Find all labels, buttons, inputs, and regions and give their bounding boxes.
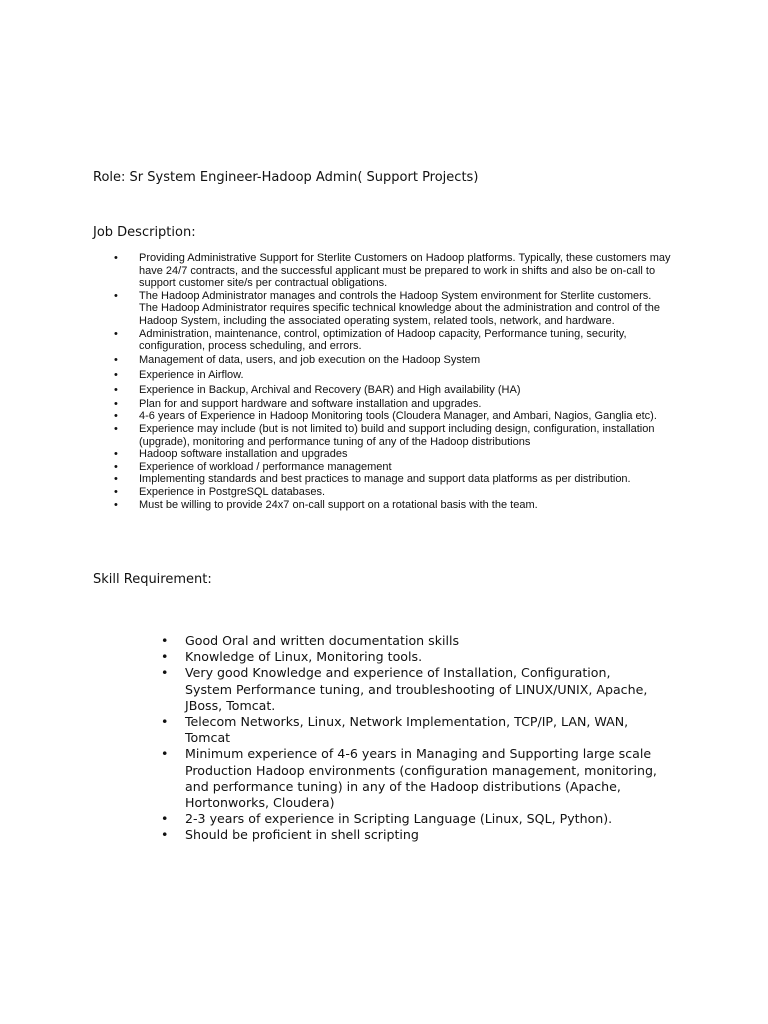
list-item: • Management of data, users, and job execution on the Hadoop System: [111, 353, 671, 368]
list-item: • Very good Knowledge and experience of Installation, Configuration, System Performance tuning, and troubleshooting of LINUX/UNIX, Apache, JBoss, Tomcat.: [157, 665, 657, 714]
job-description-list: [111, 252, 671, 511]
list-item: • Knowledge of Linux, Monitoring tools.: [157, 649, 657, 665]
list-item: • Implementing standards and best practices to manage and support data platforms as per distribution.: [111, 473, 671, 486]
list-item: • Experience in Backup, Archival and Recovery (BAR) and High availability (HA): [111, 383, 671, 398]
role-title: Role: Sr System Engineer-Hadoop Admin( Support Projects): [93, 170, 479, 185]
list-item: • 4-6 years of Experience in Hadoop Monitoring tools (Cloudera Manager, and Ambari, Nagios, Ganglia etc).: [111, 410, 671, 423]
list-item: • Should be proficient in shell scripting: [157, 827, 657, 843]
skill-requirement-heading: Skill Requirement:: [93, 572, 212, 587]
list-item: • 2-3 years of experience in Scripting Language (Linux, SQL, Python).: [157, 811, 657, 827]
list-item: • Minimum experience of 4-6 years in Managing and Supporting large scale Production Hadoop environments (configuration management, monitoring, and performance tuning) in any of the Hadoop distributions (Apache, Hortonworks, Cloudera): [157, 746, 657, 811]
list-item: • Experience may include (but is not limited to) build and support including design, configuration, installation (upgrade), monitoring and performance tuning of any of the Hadoop distributions: [111, 423, 671, 448]
list-item: • Telecom Networks, Linux, Network Implementation, TCP/IP, LAN, WAN, Tomcat: [157, 714, 657, 746]
list-item: • Experience of workload / performance management: [111, 461, 671, 474]
list-item: • Plan for and support hardware and software installation and upgrades.: [111, 398, 671, 411]
list-item: • Administration, maintenance, control, optimization of Hadoop capacity, Performance tuning, security, configuration, process scheduling, and errors.: [111, 328, 671, 353]
skill-requirement-list: [157, 633, 657, 844]
list-item: • Providing Administrative Support for Sterlite Customers on Hadoop platforms. Typically, these customers may have 24/7 contracts, and the successful applicant must be prepared to work in shifts and also be on-call to support customer site/s per contractual obligations.: [111, 252, 671, 290]
list-item: • Must be willing to provide 24x7 on-call support on a rotational basis with the team.: [111, 499, 671, 512]
list-item: • The Hadoop Administrator manages and controls the Hadoop System environment for Sterlite customers. The Hadoop Administrator requires specific technical knowledge about the administration and control of the Hadoop System, including the associated operating system, related tools, network, and hardware.: [111, 290, 671, 328]
list-item: • Good Oral and written documentation skills: [157, 633, 657, 649]
list-item: • Experience in PostgreSQL databases.: [111, 486, 671, 499]
job-description-heading: Job Description:: [93, 225, 196, 240]
list-item: • Experience in Airflow.: [111, 368, 671, 383]
list-item: • Hadoop software installation and upgrades: [111, 448, 671, 461]
